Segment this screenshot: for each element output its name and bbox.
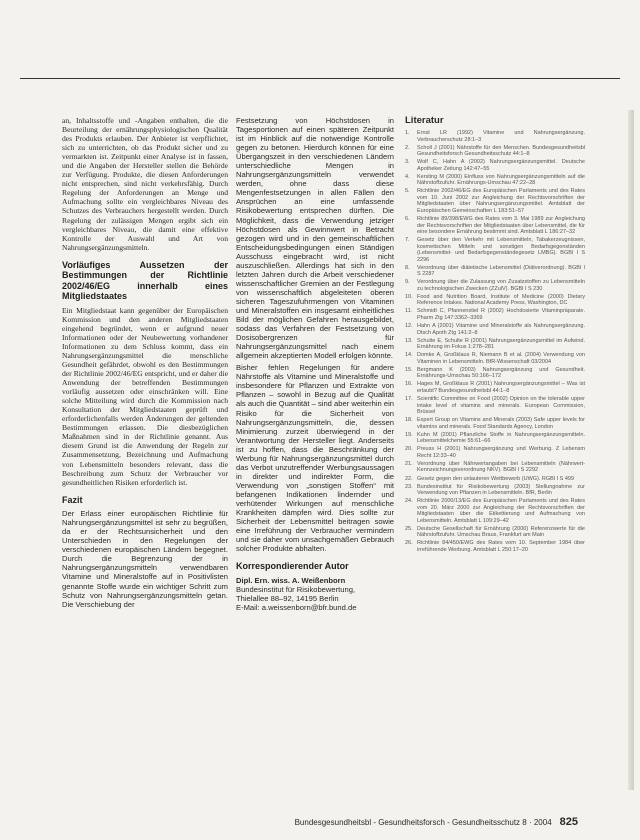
reference-text: Wolf C, Hahn A (2002) Nahrungsergänzungsmittel. Deutsche Apotheker Zeitung 142:47–55 bbox=[417, 159, 585, 172]
reference-text: Bergmann K (2003) Nahrungsergänzung und Gesundheit. Ernährungs-Umschau 50:166–172 bbox=[417, 366, 585, 380]
reference-text: Schmidt C, Pfannenstiel R (2002) Hochdosierte Vitaminpräparate. Pharm Ztg 147:3362–3369 bbox=[417, 308, 585, 321]
contact-address bbox=[236, 585, 394, 612]
reference-number: 19. bbox=[405, 431, 413, 438]
reference-text: Hahn A (2001) Vitamine und Mineralstoffe als Nahrungsergänzung. Dtsch Apoth Ztg 141:2–8 bbox=[417, 323, 585, 336]
reference-number: 9. bbox=[405, 279, 410, 286]
reference-item bbox=[405, 498, 585, 524]
reference-item bbox=[405, 216, 585, 236]
reference-item bbox=[405, 381, 585, 394]
fazit-paragraph: Der Erlass einer europäischen Richtlinie für Nahrungsergänzungsmittel ist sehr zu begrüßen, da er der Rechtsunsicherheit und den Unterschieden in den Regelungen der verschiedenen europäischen Ländern begegnet. Durch die Begrenzung der in Nahrungsergänzungsmitteln verwendbaren Vitamine und Mineralstoffe auf in Positivlisten genannte Stoffe wurde ein wichtiger Schritt zum Schutz von Nahrungsergänzungsmitteln getan. Die Verschiebung der bbox=[62, 509, 228, 609]
reference-number: 20. bbox=[405, 446, 413, 453]
reference-number: 11. bbox=[405, 308, 413, 315]
contact-line: Thielallee 88–92, 14195 Berlin bbox=[236, 593, 339, 603]
reference-text: Domke A, Großklaus R, Niemann B et al. (2004) Verwendung von Vitaminen in Lebensmitteln. BfR-Wissenschaft 03/2004 bbox=[417, 352, 585, 365]
reference-text: Richtlinie 2000/13/EG des Europäischen Parlaments und des Rates vom 20. März 2000 zur Angleichung der Rechtsvorschriften der Mitgliedstaaten über die Etikettierung und Aufmachung von Lebensmitteln. Amtsblatt L 109:29–42 bbox=[417, 498, 585, 524]
reference-text: Expert Group on Vitamins and Minerals (2003) Safe upper levels for vitamins and minerals. Food Standards Agency, London bbox=[417, 417, 585, 430]
reference-number: 17. bbox=[405, 396, 413, 403]
page-edge-shadow bbox=[628, 110, 634, 790]
contact-email[interactable]: E-Mail: a.weissenborn@bfr.bund.de bbox=[236, 602, 357, 612]
reference-item bbox=[405, 540, 585, 553]
reference-text: Scholl J (2001) Nährstoffe für den Menschen. Bundesgesundheitsbl Gesundheitsforsch Gesundheitsschutz 44:1–8 bbox=[417, 144, 585, 158]
reference-item bbox=[405, 432, 585, 445]
reference-item bbox=[405, 265, 585, 278]
reference-number: 10. bbox=[405, 293, 413, 300]
reference-text: Preuss H (2001) Nahrungsergänzung und Werbung. Z Lebensm Recht 12:33–40 bbox=[417, 446, 585, 459]
contact-name: Dipl. Ern. wiss. A. Weißenborn bbox=[236, 575, 346, 585]
reference-number: 22. bbox=[405, 475, 413, 482]
reference-item bbox=[405, 446, 585, 459]
references-title: Literatur bbox=[405, 115, 444, 126]
reference-number: 7. bbox=[405, 237, 410, 244]
reference-number: 3. bbox=[405, 159, 410, 166]
reference-text: Verordnung über Nährwertangaben bei Lebensmitteln (Nährwert-Kennzeichnungsverordnung NKV). BGBl I S 2292 bbox=[417, 460, 585, 474]
reference-number: 13. bbox=[405, 337, 413, 344]
reference-number: 14. bbox=[405, 352, 413, 359]
reference-number: 4. bbox=[405, 173, 410, 180]
reference-item bbox=[405, 159, 585, 172]
journal-citation: Bundesgesundheitsbl - Gesundheitsforsch - Gesundheitsschutz 8 · 2004 bbox=[294, 817, 552, 827]
page-number: 825 bbox=[559, 816, 578, 828]
reference-number: 2. bbox=[405, 144, 410, 151]
middle-paragraph-2: Bisher fehlen Regelungen für andere Nährstoffe als Vitamine und Mineralstoffe und insbesondere für Pflanzen und Extrakte von Pflanzen – sowohl in Bezug auf die Qualität als auch die Quantität – sind aber weiterhin ein Risiko für die Sicherheit von Nahrungsergänzungsmitteln, die, dessen Minimierung zurzeit überwiegend in der Verantwortung der Hersteller liegt. Anderseits ist zu hoffen, dass die Beschränkung der Werbung für Nahrungsergänzungsmittel durch das Verbot unzutreffender Werbungsaussagen in direkter und indirekter Form, die Verwendung von „sonstigen Stoffen“ mit befangenen Indikationen lindernder und verhütender Wirkungen auf menschliche Krankheiten dämpfen wird. Dies sollte zur Sicherheit der Lebensmittel beitragen sowie eine Irreführung der Verbraucher vermindern und sie daher vom unsachgemäßen Gebrauch solcher Produkte abhalten. bbox=[236, 363, 394, 554]
section-heading-fazit: Fazit bbox=[62, 494, 83, 505]
reference-number: 8. bbox=[405, 264, 410, 271]
column-middle bbox=[236, 116, 394, 612]
reference-number: 24. bbox=[405, 498, 413, 505]
reference-text: Richtlinie 84/450/EWG des Rates vom 10. September 1984 über irreführende Werbung. Amtsblatt L 250:17–20 bbox=[417, 540, 585, 553]
reference-item bbox=[405, 145, 585, 158]
reference-text: Kuhn M (2001) Pflanzliche Stoffe in Nahrungsergänzungsmitteln. Lebensmittelchemie 55:61–66 bbox=[417, 431, 585, 445]
reference-number: 6. bbox=[405, 216, 410, 223]
reference-number: 15. bbox=[405, 366, 413, 373]
reference-number: 18. bbox=[405, 417, 413, 424]
reference-item bbox=[405, 476, 585, 483]
reference-text: Hages M, Großklaus R (2001) Nahrungsergänzungsmittel – Was ist erlaubt? Bundesgesundheitsbl 44:1–8 bbox=[417, 381, 585, 394]
reference-item bbox=[405, 237, 585, 263]
reference-item bbox=[405, 294, 585, 307]
reference-text: Verordnung über die Zulassung von Zusatzstoffen zu Lebensmitteln zu technologischen Zwecken (ZZulV). BGBl I S 230 bbox=[417, 279, 585, 292]
reference-item bbox=[405, 484, 585, 497]
reference-item bbox=[405, 188, 585, 214]
reference-item bbox=[405, 308, 585, 321]
column-references bbox=[405, 116, 585, 555]
reference-item bbox=[405, 417, 585, 430]
intro-paragraph: an, Inhaltsstoffe und -Angaben enthalten, die die Beurteilung der ernährungsphysiologischen Qualität des Produkts erlauben. Der Anbieter ist verpflichtet, sich zu unterrichten, ob das Produkt sicher und zu vermarkten ist. Zeitpunkt einer Analyse ist in fassen, und die Angaben der Hersteller stellen die Behörde zur Verfügung. Produkte, die diesen Anforderungen nicht entsprechen, sind nicht verkehrsfähig. Durch Regelung der Anforderungen an Menge und Aufmachung sollte ein vergleichbares Niveau des Schutzes des Verbrauchers hergestellt werden. Durch Regelung der zulässigen Mengen ergibt sich ein vergleichbares Niveau, die damit eine effektive Kontrolle der Auswahl und Art von Nahrungsergänzungsmitteln. bbox=[62, 116, 228, 252]
reference-item bbox=[405, 352, 585, 365]
middle-paragraph-1: Festsetzung von Höchstdosen in Tagesportionen auf einen späteren Zeitpunkt ist im Hinblick auf die notwendige Kontrolle gegen zu betonen. Hierdurch können für eine Übergangszeit in den verschiedenen Ländern unterschiedliche Mengen in Nahrungsergänzungsmitteln verwendet werden, ohne dass diese Mengenfestsetzungen in allen Fällen den Ansprüchen an eine umfassende Risikobewertung entsprechen dürften. Die Möglichkeit, dass die Verwendung jetziger Höchstdosen als Gewinnwert in Betracht gezogen wird und in den gemeinschaftlichen Entscheidungsbedingungen einen Ständigen Ausschuss eingebracht wird, ist nicht auszuschließen. Allerdings hat sich in den letzten Jahren durch die Arbeit verschiedener wissenschaftlicher Gremien an der Festlegung von wissenschaftlich abgeleiteten oberen sicheren Tageszufuhrmengen von Vitaminen und Mineralstoffen ein insgesamt einheitliches Bild der möglichen Gefahren herausgebildet, sodass das Verfahren der Festsetzung von Dosisobergrenzen für Nahrungsergänzungsmittel nach einem allgemein akzeptierten Modell erfolgen könnte. bbox=[236, 116, 394, 361]
reference-text: Richtlinie 89/398/EWG des Rates vom 3. Mai 1989 zur Angleichung der Rechtsvorschriften der Mitgliedstaaten über Lebensmittel, die für eine besondere Ernährung bestimmt sind. Amtsblatt L 186:27–32 bbox=[417, 216, 585, 236]
section-heading-suspension: Vorläufiges Aussetzen der Bestimmungen der Richtlinie 2002/46/EG innerhalb eines Mitgliedstaates bbox=[62, 259, 228, 302]
reference-number: 16. bbox=[405, 381, 413, 388]
header-faded-text bbox=[20, 6, 190, 46]
reference-item bbox=[405, 367, 585, 380]
reference-text: Verordnung über diätetische Lebensmittel (Diätverordnung). BGBl I S 2287 bbox=[417, 264, 585, 278]
reference-number: 25. bbox=[405, 525, 413, 532]
contact-heading: Korrespondierender Autor bbox=[236, 561, 349, 572]
reference-number: 26. bbox=[405, 540, 413, 547]
reference-item bbox=[405, 338, 585, 351]
suspension-paragraph: Ein Mitgliedstaat kann gegenüber der Europäischen Kommission und den anderen Mitgliedstaaten eingehend begründet, wenn er aufgrund neuer Informationen oder der Neubewertung vorhandener Informationen zu dem Schluss kommt, dass ein Nahrungsergänzungsmittel die menschliche Gesundheit gefährdet, obwohl es den Bestimmungen der Richtlinie 2002/46/EG entspricht, und er daher die Anwendung der betreffenden Bestimmungen vorläufig aussetzen oder einschränken will. Eine solche Mitteilung wird durch die Kommission nach Konsultation der Mitgliedstaaten geprüft und erforderlichenfalls werden Änderungen der geltenden Bestimmungen erlassen. Die diesbezüglichen Maßnahmen sind in der Richtlinie genannt. Aus diesem Grund ist die Anwendung der Regeln zur Zusammensetzung, Bezeichnung und Aufmachung von Lebensmitteln besonders relevant, dass die Beschreibung zum Schutz der Verbraucher vor gesundheitlichen Risiken erforderlich ist. bbox=[62, 305, 228, 487]
reference-item bbox=[405, 130, 585, 143]
reference-list bbox=[405, 130, 585, 553]
reference-text: Bundesinstitut für Risikobewertung (2003) Stellungnahme zur Verwendung von Pflanzen in Lebensmitteln. BfR, Berlin bbox=[417, 483, 585, 497]
page-footer bbox=[295, 816, 578, 828]
reference-number: 21. bbox=[405, 460, 413, 467]
contact-line: Bundesinstitut für Risikobewertung, bbox=[236, 584, 356, 594]
column-left bbox=[62, 116, 228, 612]
reference-number: 23. bbox=[405, 483, 413, 490]
reference-text: Deutsche Gesellschaft für Ernährung (2000) Referenzwerte für die Nährstoffzufuhr. Umschau Braus, Frankfurt am Main bbox=[417, 525, 585, 539]
reference-text: Richtlinie 2002/46/EG des Europäischen Parlaments und des Rates vom 10. Juni 2002 zur Angleichung der Rechtsvorschriften der Mitgliedstaaten über Nahrungsergänzungsmittel. Amtsblatt der Europäischen Gemeinschaften L 183:51–57 bbox=[417, 188, 585, 214]
reference-text: Food and Nutrition Board, Institute of Medicine (2000) Dietary Reference Intakes. National Academy Press, Washington, DC bbox=[417, 293, 585, 307]
reference-item bbox=[405, 174, 585, 187]
reference-item bbox=[405, 279, 585, 292]
reference-text: Schulte E, Schulte R (2001) Nahrungsergänzungsmittel im Aufwind. Ernährung im Fokus 1:278–281 bbox=[417, 337, 585, 351]
reference-number: 12. bbox=[405, 323, 413, 330]
reference-item bbox=[405, 323, 585, 336]
reference-text: Gesetz gegen den unlauteren Wettbewerb (UWG). RGBl I S 499 bbox=[417, 475, 575, 482]
reference-item bbox=[405, 396, 585, 416]
top-rule bbox=[20, 78, 620, 79]
reference-item bbox=[405, 526, 585, 539]
reference-text: Ernst LR (1992) Vitamine und Nahrungsergänzung. Verbraucherschutz 28:1–3 bbox=[417, 130, 585, 143]
reference-number: 5. bbox=[405, 188, 410, 195]
reference-number: 1. bbox=[405, 130, 410, 137]
reference-text: Kersting M (2000) Einfluss von Nahrungsergänzungsmitteln auf die Nährstoffzufuhr. Ernährungs-Umschau 47:22–28 bbox=[417, 173, 585, 187]
reference-text: Gesetz über den Verkehr mit Lebensmitteln, Tabakerzeugnissen, kosmetischen Mitteln und sonstigen Bedarfsgegenständen (Lebensmittel- und Bedarfsgegenständegesetz LMBG). BGBl I S 2296 bbox=[417, 237, 585, 263]
reference-item bbox=[405, 461, 585, 474]
reference-text: Scientific Committee on Food (2002) Opinion on the tolerable upper intake level of vitamins and minerals. European Commission, Brüssel bbox=[417, 396, 585, 416]
